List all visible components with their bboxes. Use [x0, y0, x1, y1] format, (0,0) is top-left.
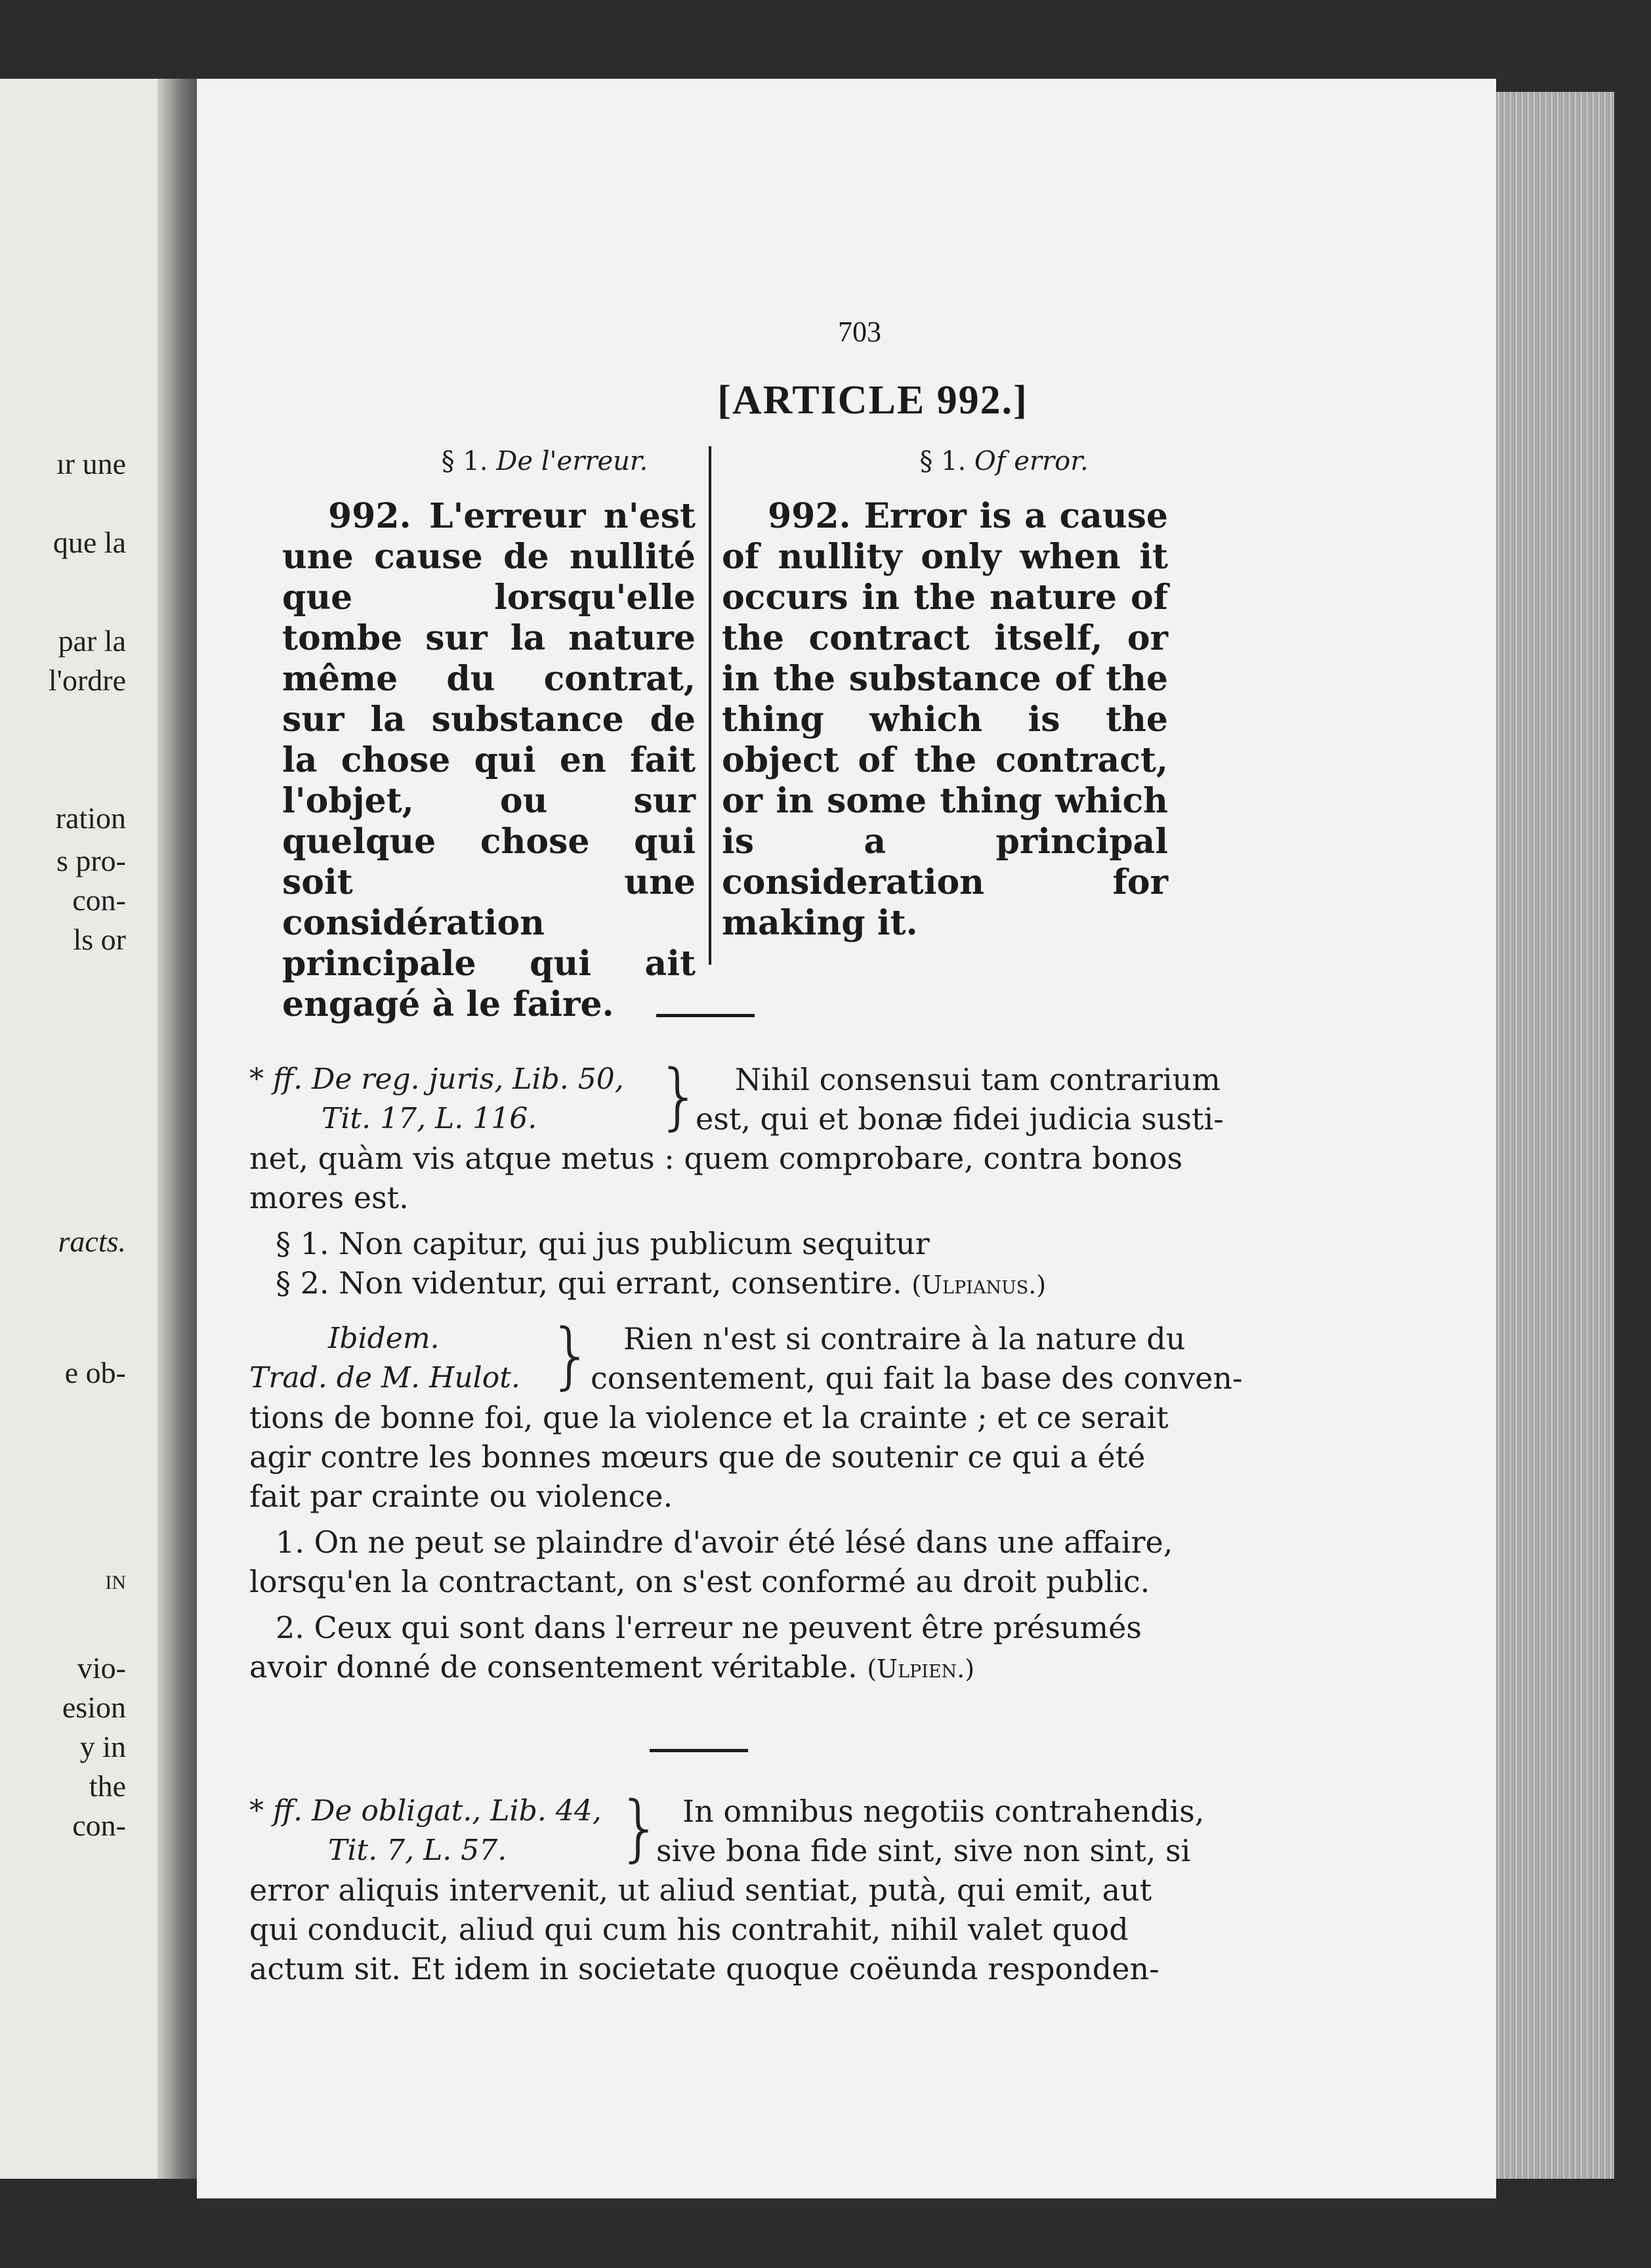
section-title-text: Of error. [974, 446, 1089, 476]
section-number: § 1. [919, 446, 967, 476]
left-facing-page [0, 79, 157, 2179]
page-number: 703 [838, 316, 881, 348]
note-line: lorsqu'en la contractant, on s'est conformé au droit public. [249, 1564, 1150, 1599]
left-fragment: esion [62, 1690, 126, 1724]
note-line: actum sit. Et idem in societate quoque coëunda responden- [249, 1951, 1160, 1986]
left-fragment: the [89, 1769, 126, 1803]
french-text: L'erreur n'est une cause de nullité que lorsqu'elle tombe sur la nature même du contrat, sur la substance de la chose qui en fait l'objet, ou sur quelque chose qui soit une considération principale qui ait engagé à le faire. [282, 496, 696, 1024]
left-fragment: que la [52, 526, 126, 559]
left-fragment: IN [105, 1572, 126, 1593]
left-fragment: ls or [73, 923, 126, 956]
left-fragment: racts. [58, 1225, 126, 1258]
note-line: Nihil consensui tam contrarium [735, 1062, 1221, 1097]
note-line: agir contre les bonnes mœurs que de soutenir ce qui a été [249, 1439, 1146, 1475]
section-rule [650, 1749, 748, 1752]
note-reference: Trad. de M. Hulot. [249, 1361, 520, 1395]
brace-icon: } [548, 1313, 594, 1397]
note-line: mores est. [249, 1180, 409, 1215]
left-fragment: con- [72, 883, 126, 917]
note-reference: Ibidem. [328, 1322, 440, 1355]
book-page [197, 79, 1496, 2198]
note-line: qui conducit, aliud qui cum his contrahit, nihil valet quod [249, 1912, 1129, 1947]
note-reference: Tit. 7, L. 57. [328, 1834, 507, 1867]
note-line: 1. On ne peut se plaindre d'avoir été lésé dans une affaire, [276, 1524, 1173, 1560]
section-title-text: De l'erreur. [496, 446, 648, 476]
brace-icon: } [656, 1054, 702, 1138]
english-section-title [722, 446, 1286, 476]
left-fragment: y in [79, 1730, 126, 1763]
note-line: In omnibus negotiis contrahendis, [682, 1794, 1205, 1829]
article-number: 992. [768, 496, 851, 536]
brace-icon: } [617, 1786, 663, 1870]
left-fragment: vio- [77, 1651, 126, 1685]
left-fragment: e ob- [64, 1356, 126, 1389]
note-reference: * ff. De obligat., Lib. 44, [249, 1794, 602, 1828]
left-fragment: ır une [56, 447, 126, 480]
note-author: (Ulpianus.) [911, 1270, 1047, 1299]
section-number: § 1. [441, 446, 488, 476]
note-line [276, 1263, 1046, 1305]
column-divider [709, 446, 711, 965]
left-fragment: con- [72, 1809, 126, 1842]
note-line: est, qui et bonæ fidei judicia susti- [696, 1101, 1224, 1137]
article-number: 992. [328, 496, 411, 536]
note-line: sive bona fide sint, sive non sint, si [656, 1833, 1191, 1868]
left-fragment: s pro- [56, 844, 126, 877]
left-fragment: ration [55, 801, 126, 835]
note-line: tions de bonne foi, que la violence et la crainte ; et ce serait [249, 1400, 1169, 1435]
note-reference: Tit. 17, L. 116. [322, 1102, 537, 1135]
note-line: fait par crainte ou violence. [249, 1479, 673, 1514]
note-line: 2. Ceux qui sont dans l'erreur ne peuvent être présumés [276, 1610, 1142, 1645]
note-author: (Ulpien.) [867, 1654, 975, 1683]
book-gutter [157, 79, 197, 2179]
note-line [249, 1647, 974, 1689]
left-fragment: l'ordre [48, 663, 126, 697]
note-line: Rien n'est si contraire à la nature du [623, 1321, 1186, 1356]
note-line: net, quàm vis atque metus : quem comprobare, contra bonos [249, 1141, 1183, 1176]
page-edges [1483, 92, 1614, 2179]
english-column [722, 446, 1286, 944]
note-line: error aliquis intervenit, ut aliud sentiat, putà, qui emit, aut [249, 1872, 1152, 1908]
english-article-text [722, 496, 1168, 944]
note-text: avoir donné de consentement véritable. [249, 1649, 858, 1685]
article-heading: [ARTICLE 992.] [717, 378, 1028, 423]
note-text: § 2. Non videntur, qui errant, consentire. [276, 1265, 902, 1301]
english-text: Error is a cause of nullity only when it occurs in the nature of the contract itself, or in the substance of the thing which is the object of the contract, or in some thing which is a principal consideration for making it. [722, 496, 1169, 943]
note-reference: * ff. De reg. juris, Lib. 50, [249, 1062, 624, 1096]
left-fragment: par la [58, 624, 126, 658]
section-rule [656, 1014, 755, 1017]
french-article-text [282, 496, 696, 1025]
note-line: § 1. Non capitur, qui jus publicum sequitur [276, 1226, 930, 1261]
note-line: consentement, qui fait la base des conven- [591, 1360, 1243, 1396]
